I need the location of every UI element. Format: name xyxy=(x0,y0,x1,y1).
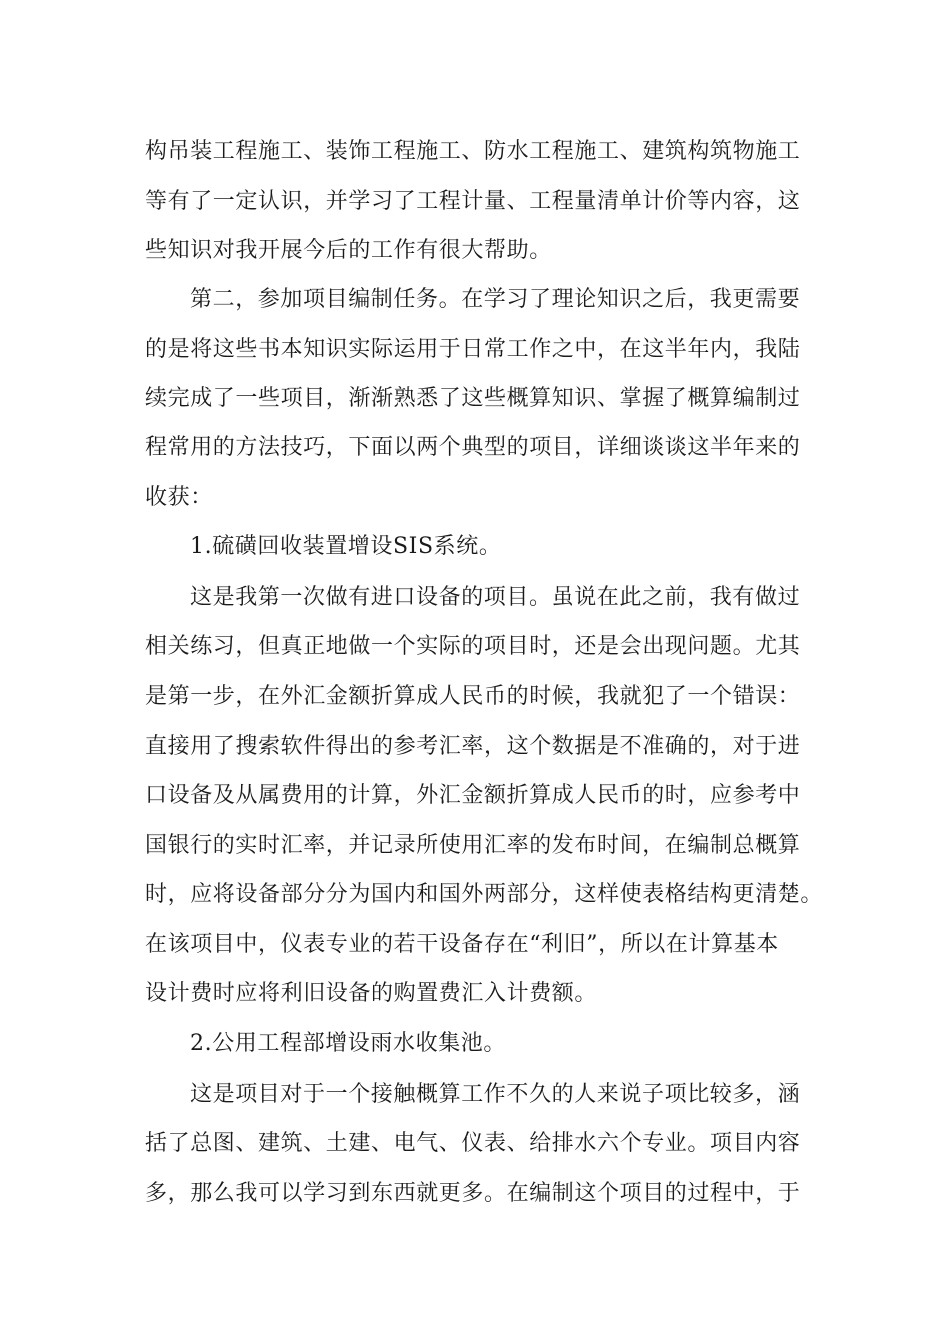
text-line: 收获： xyxy=(145,485,213,510)
text-line: 构吊装工程施工、装饰工程施工、防水工程施工、建筑构筑物施工 xyxy=(145,139,801,164)
text-line: 在该项目中，仪表专业的若干设备存在“利旧”，所以在计算基本 xyxy=(145,932,779,957)
paragraph-first-line: 这是我第一次做有进口设备的项目。虽说在此之前，我有做过 xyxy=(190,585,801,610)
text-line: 时，应将设备部分分为国内和国外两部分，这样使表格结构更清楚。 xyxy=(145,882,824,907)
text-line: 直接用了搜索软件得出的参考汇率，这个数据是不准确的，对于进 xyxy=(145,734,801,759)
text-line: 相关练习，但真正地做一个实际的项目时，还是会出现问题。尤其 xyxy=(145,634,801,659)
text-line: 程常用的方法技巧，下面以两个典型的项目，详细谈谈这半年来的 xyxy=(145,435,801,460)
text-line: 设计费时应将利旧设备的购置费汇入计费额。 xyxy=(145,981,598,1006)
text-line: 国银行的实时汇率，并记录所使用汇率的发布时间，在编制总概算 xyxy=(145,833,801,858)
text-line: 口设备及从属费用的计算，外汇金额折算成人民币的时，应参考中 xyxy=(145,783,801,808)
text-line: 是第一步，在外汇金额折算成人民币的时候，我就犯了一个错误： xyxy=(145,684,801,709)
list-item-heading: 1.硫磺回收装置增设SIS系统。 xyxy=(190,534,502,559)
paragraph-first-line: 这是项目对于一个接触概算工作不久的人来说子项比较多，涵 xyxy=(190,1082,801,1107)
text-line: 括了总图、建筑、土建、电气、仪表、给排水六个专业。项目内容 xyxy=(145,1131,801,1156)
text-line: 等有了一定认识，并学习了工程计量、工程量清单计价等内容，这 xyxy=(145,189,801,214)
paragraph-first-line: 第二，参加项目编制任务。在学习了理论知识之后，我更需要 xyxy=(190,287,801,312)
text-line: 些知识对我开展今后的工作有很大帮助。 xyxy=(145,238,552,263)
text-line: 的是将这些书本知识实际运用于日常工作之中，在这半年内，我陆 xyxy=(145,337,801,362)
text-line: 多，那么我可以学习到东西就更多。在编制这个项目的过程中，于 xyxy=(145,1181,801,1206)
text-line: 续完成了一些项目，渐渐熟悉了这些概算知识、掌握了概算编制过 xyxy=(145,386,801,411)
list-item-heading: 2.公用工程部增设雨水收集池。 xyxy=(190,1031,506,1056)
